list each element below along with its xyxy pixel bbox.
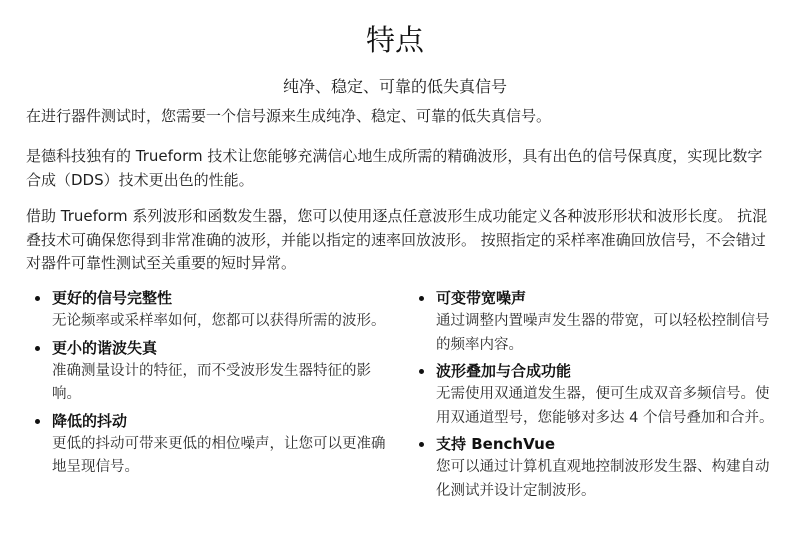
feature-description: 无论频率或采样率如何，您都可以获得所需的波形。 — [52, 313, 386, 329]
bullet-icon — [419, 296, 424, 301]
trueform-paragraph: 是德科技独有的 Trueform 技术让您能够充满信心地生成所需的精确波形，具有出色的信号保真度，实现比数字合成（DDS）技术更出色的性能。 — [26, 147, 763, 189]
feature-description: 更低的抖动可带来更低的相位噪声，让您可以更准确地呈现信号。 — [52, 435, 386, 475]
bullet-icon — [35, 346, 40, 351]
feature-description: 准确测量设计的特征，而不受波形发生器特征的影响。 — [52, 362, 371, 402]
bullet-icon — [35, 419, 40, 424]
feature-title: 更小的谐波失真 — [52, 338, 158, 357]
feature-description: 您可以通过计算机直观地控制波形发生器、构建自动化测试并设计定制波形。 — [436, 459, 770, 499]
page-subtitle: 纯净、稳定、可靠的低失真信号 — [282, 77, 507, 96]
feature-item — [416, 360, 776, 430]
feature-item — [416, 433, 776, 503]
feature-item — [32, 410, 392, 480]
feature-description: 通过调整内置噪声发生器的带宽，可以轻松控制信号的频率内容。 — [436, 313, 770, 353]
feature-title: 降低的抖动 — [52, 411, 128, 430]
feature-title: 可变带宽噪声 — [436, 289, 527, 307]
bullet-icon — [419, 369, 424, 374]
bullet-icon — [419, 442, 424, 447]
feature-item — [32, 337, 392, 407]
feature-description: 无需使用双通道发生器，便可生成双音多频信号。使用双通道型号，您能够对多达 4 个信号叠加和合并。 — [436, 386, 774, 426]
feature-title: 更好的信号完整性 — [52, 289, 173, 307]
feature-list-left — [32, 287, 392, 483]
feature-item — [416, 287, 776, 357]
feature-list-right — [416, 287, 776, 506]
feature-item — [32, 287, 392, 334]
feature-title: 支持 BenchVue — [436, 435, 556, 453]
waveform-paragraph: 借助 Trueform 系列波形和函数发生器，您可以使用逐点任意波形生成功能定义各种波形形状和波形长度。 抗混叠技术可确保您得到非常准确的波形，并能以指定的速率回放波形。 按照指定的采样率准确回放信号，不会错过对器件可靠性测试至关重要的短时异常。 — [26, 207, 768, 272]
intro-paragraph: 在进行器件测试时，您需要一个信号源来生成纯净、稳定、可靠的低失真信号。 — [26, 107, 552, 125]
feature-title: 波形叠加与合成功能 — [436, 362, 572, 380]
page-title: 特点 — [365, 23, 424, 57]
bullet-icon — [35, 296, 40, 301]
